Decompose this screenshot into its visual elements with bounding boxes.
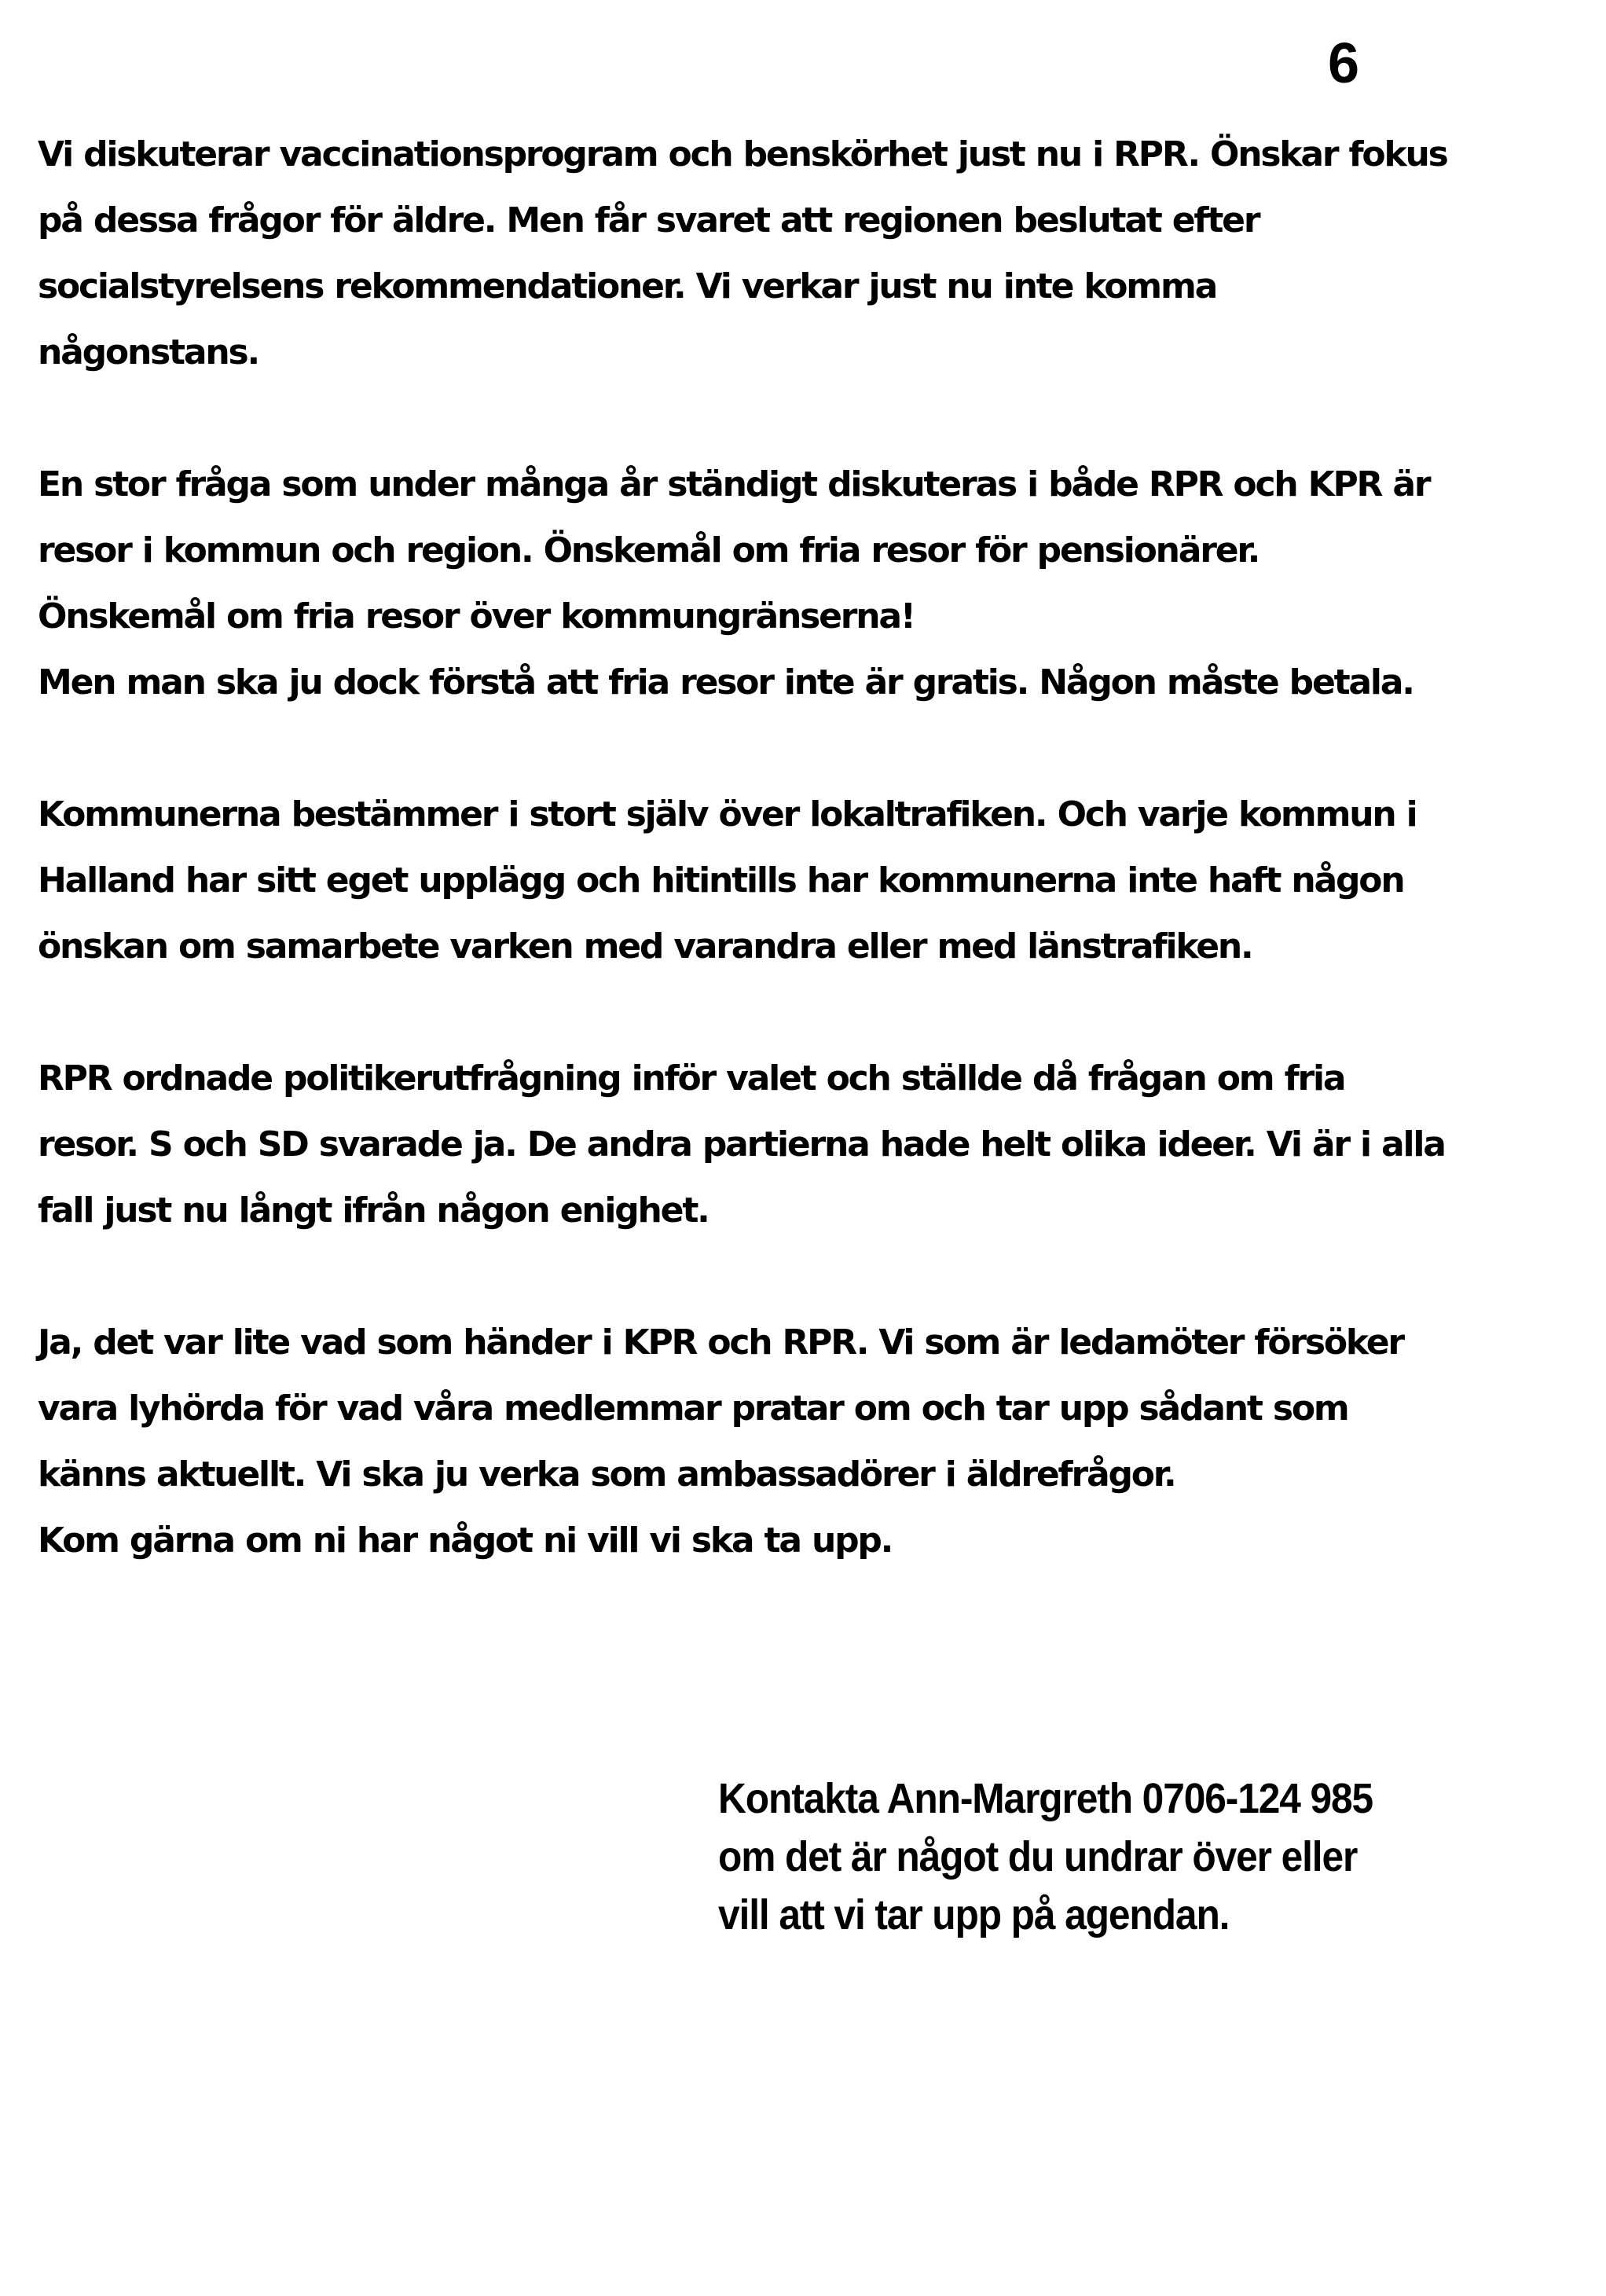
page-number: 6	[1328, 32, 1360, 95]
paragraph-local-traffic	[38, 782, 1593, 980]
text-line: resor i kommun och region. Önskemål om fria resor för pensionärer.	[38, 530, 1260, 570]
text-line: resor. S och SD svarade ja. De andra partierna hade helt olika ideer. Vi är i alla	[38, 1124, 1445, 1165]
contact-line: Kontakta Ann-Margreth 0706-124 985	[718, 1775, 1373, 1822]
contact-line: vill att vi tar upp på agendan.	[718, 1891, 1230, 1938]
text-line: Vi diskuterar vaccinationsprogram och benskörhet just nu i RPR. Önskar fokus	[38, 134, 1447, 174]
paragraph-vaccination	[38, 122, 1593, 386]
text-line: någonstans.	[38, 332, 259, 372]
text-line: RPR ordnade politikerutfrågning inför valet och ställde då frågan om fria	[38, 1058, 1345, 1098]
text-line: önskan om samarbete varken med varandra eller med länstrafiken.	[38, 926, 1252, 966]
text-line: socialstyrelsens rekommendationer. Vi verkar just nu inte komma	[38, 266, 1217, 306]
text-line: vara lyhörda för vad våra medlemmar pratar om och tar upp sådant som	[38, 1388, 1348, 1429]
text-line: känns aktuellt. Vi ska ju verka som ambassadörer i äldrefrågor.	[38, 1454, 1175, 1495]
paragraph-travel	[38, 452, 1593, 716]
paragraph-election	[38, 1046, 1593, 1244]
text-line: fall just nu långt ifrån någon enighet.	[38, 1190, 709, 1231]
body-text	[38, 122, 1593, 1640]
text-line: Kommunerna bestämmer i stort själv över lokaltrafiken. Och varje kommun i	[38, 794, 1417, 834]
text-line: En stor fråga som under många år ständigt diskuteras i både RPR och KPR är	[38, 464, 1430, 504]
text-line: Men man ska ju dock förstå att fria resor inte är gratis. Någon måste betala.	[38, 662, 1414, 702]
contact-line: om det är något du undrar över eller	[718, 1833, 1358, 1880]
text-line: på dessa frågor för äldre. Men får svaret att regionen beslutat efter	[38, 200, 1260, 240]
paragraph-closing	[38, 1310, 1593, 1574]
text-line: Halland har sitt eget upplägg och hitintills har kommunerna inte haft någon	[38, 860, 1404, 900]
text-line: Kom gärna om ni har något ni vill vi ska ta upp.	[38, 1520, 893, 1561]
text-line: Önskemål om fria resor över kommungränserna!	[38, 596, 915, 636]
text-line: Ja, det var lite vad som händer i KPR och RPR. Vi som är ledamöter försöker	[38, 1322, 1403, 1363]
contact-note	[718, 1770, 1373, 1944]
